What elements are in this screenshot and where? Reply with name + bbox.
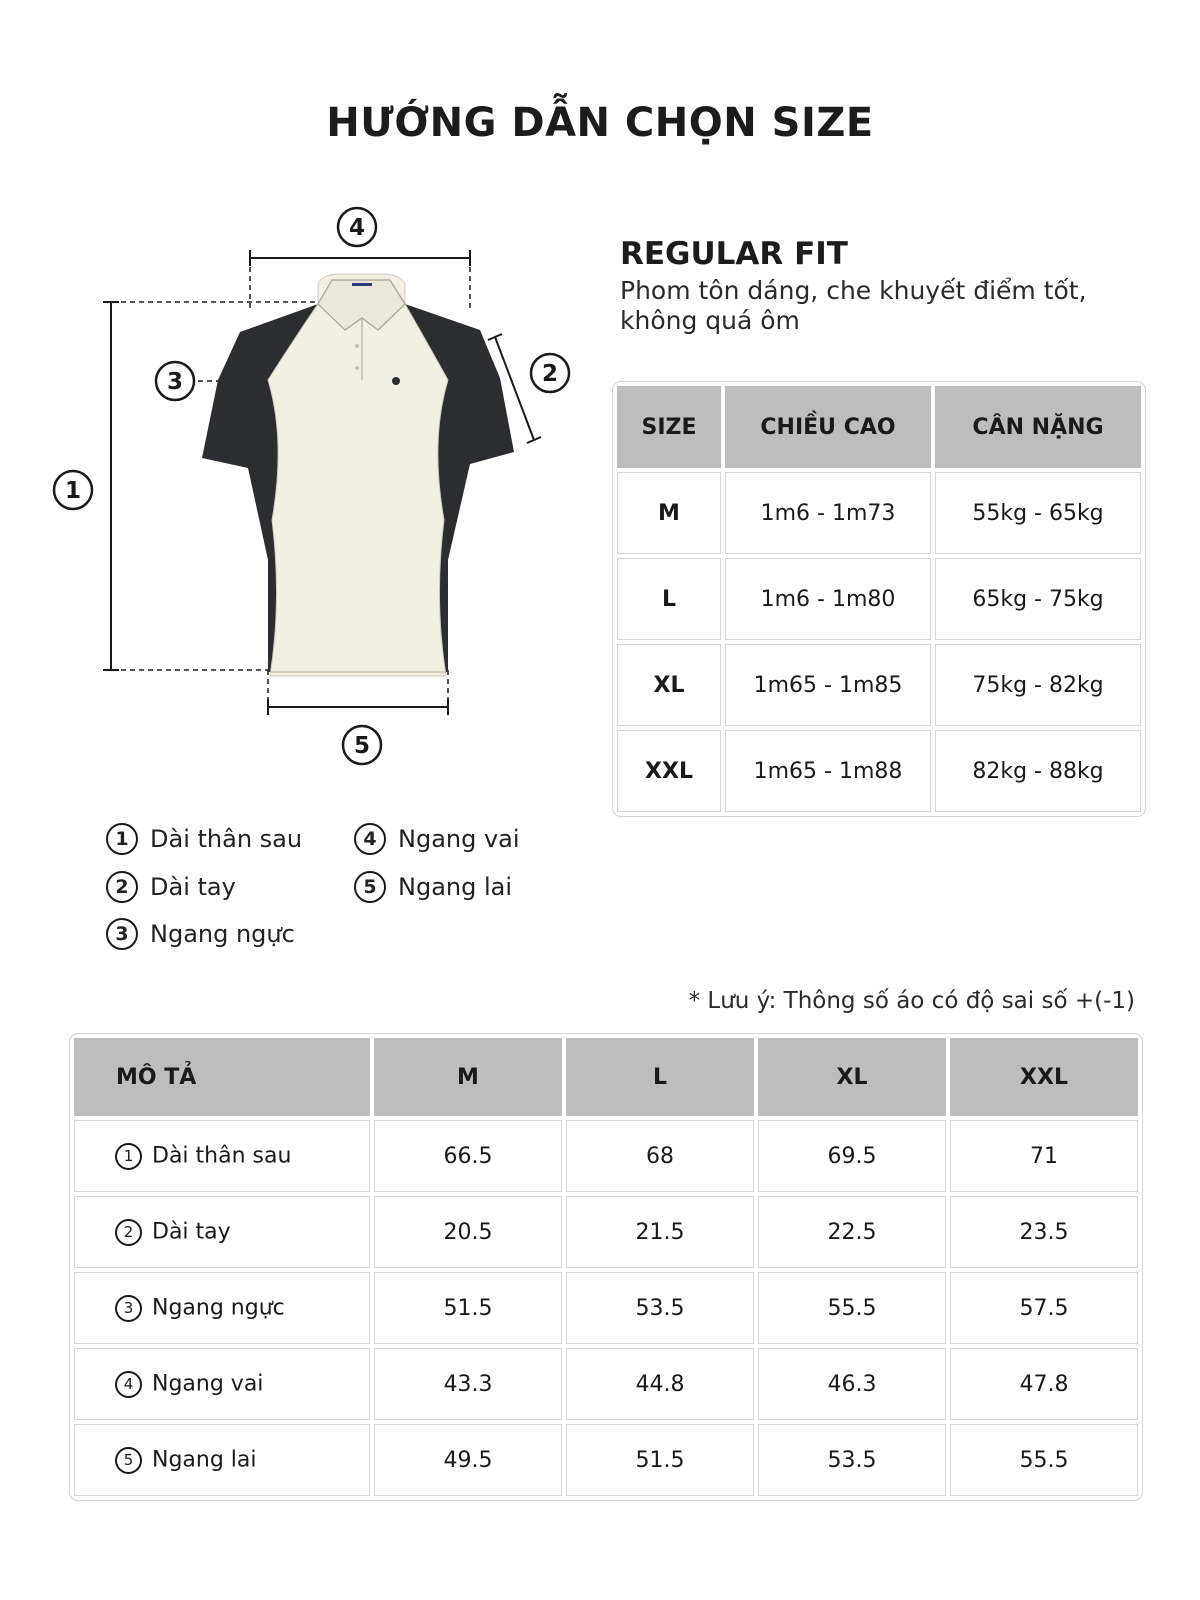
- row-label-text: Ngang lai: [152, 1447, 257, 1472]
- value-cell: 66.5: [374, 1120, 562, 1192]
- weight-cell: 82kg - 88kg: [935, 730, 1141, 812]
- svg-text:2: 2: [541, 361, 559, 387]
- table-row: [617, 558, 1141, 640]
- value-cell: 51.5: [566, 1424, 754, 1496]
- value-cell: 57.5: [950, 1272, 1138, 1344]
- legend-item: [106, 871, 236, 903]
- marker-5: [343, 726, 381, 764]
- value-cell: 55.5: [950, 1424, 1138, 1496]
- row-label-text: Dài tay: [152, 1219, 231, 1244]
- value-cell: 20.5: [374, 1196, 562, 1268]
- row-label: [74, 1120, 370, 1192]
- weight-cell: 55kg - 65kg: [935, 472, 1141, 554]
- number-circle-icon: 2: [106, 871, 138, 903]
- value-cell: 71: [950, 1120, 1138, 1192]
- header-size-xl: XL: [758, 1038, 946, 1116]
- number-circle-icon: 3: [115, 1295, 142, 1322]
- weight-cell: 75kg - 82kg: [935, 644, 1141, 726]
- value-cell: 22.5: [758, 1196, 946, 1268]
- table-row: [74, 1424, 1138, 1496]
- height-cell: 1m6 - 1m80: [725, 558, 931, 640]
- value-cell: 23.5: [950, 1196, 1138, 1268]
- legend-label: Ngang ngực: [150, 920, 295, 948]
- header-description: MÔ TẢ: [74, 1038, 370, 1116]
- size-cell: XL: [617, 644, 721, 726]
- legend-item: [106, 918, 295, 950]
- marker-3: [156, 362, 194, 400]
- svg-text:4: 4: [348, 215, 366, 241]
- row-label-text: Dài thân sau: [152, 1143, 292, 1168]
- value-cell: 69.5: [758, 1120, 946, 1192]
- row-label-text: Ngang ngực: [152, 1295, 285, 1320]
- number-circle-icon: 2: [115, 1219, 142, 1246]
- svg-text:3: 3: [166, 369, 184, 395]
- table-row: [74, 1272, 1138, 1344]
- number-circle-icon: 4: [354, 823, 386, 855]
- number-circle-icon: 5: [354, 871, 386, 903]
- svg-text:1: 1: [64, 478, 82, 504]
- number-circle-icon: 1: [106, 823, 138, 855]
- table-row: [74, 1196, 1138, 1268]
- number-circle-icon: 5: [115, 1447, 142, 1474]
- table-row: [74, 1348, 1138, 1420]
- value-cell: 44.8: [566, 1348, 754, 1420]
- legend-item: [354, 871, 512, 903]
- row-label: [74, 1272, 370, 1344]
- size-cell: L: [617, 558, 721, 640]
- header-size-l: L: [566, 1038, 754, 1116]
- legend-label: Dài tay: [150, 873, 236, 901]
- measurement-table: [69, 1033, 1143, 1501]
- value-cell: 53.5: [566, 1272, 754, 1344]
- table-row: [617, 730, 1141, 812]
- legend-label: Ngang vai: [398, 825, 520, 853]
- marker-1: [54, 471, 92, 509]
- row-label: [74, 1196, 370, 1268]
- header-size-xxl: XXL: [950, 1038, 1138, 1116]
- value-cell: 53.5: [758, 1424, 946, 1496]
- shirt-measurement-diagram: [0, 0, 600, 780]
- height-cell: 1m6 - 1m73: [725, 472, 931, 554]
- value-cell: 68: [566, 1120, 754, 1192]
- table-row: [617, 472, 1141, 554]
- svg-text:5: 5: [353, 733, 371, 759]
- size-chart-table: [612, 381, 1146, 817]
- polo-shirt: [202, 274, 514, 676]
- value-cell: 55.5: [758, 1272, 946, 1344]
- marker-4: [338, 208, 376, 246]
- number-circle-icon: 3: [106, 918, 138, 950]
- table-row: [74, 1120, 1138, 1192]
- number-circle-icon: 4: [115, 1371, 142, 1398]
- header-size: SIZE: [617, 386, 721, 468]
- weight-cell: 65kg - 75kg: [935, 558, 1141, 640]
- value-cell: 51.5: [374, 1272, 562, 1344]
- value-cell: 46.3: [758, 1348, 946, 1420]
- tolerance-note: * Lưu ý: Thông số áo có độ sai số +(-1): [688, 988, 1135, 1014]
- header-size-m: M: [374, 1038, 562, 1116]
- value-cell: 21.5: [566, 1196, 754, 1268]
- header-height: CHIỀU CAO: [725, 386, 931, 468]
- size-cell: M: [617, 472, 721, 554]
- page-title: HƯỚNG DẪN CHỌN SIZE: [326, 100, 874, 146]
- value-cell: 43.3: [374, 1348, 562, 1420]
- value-cell: 49.5: [374, 1424, 562, 1496]
- height-cell: 1m65 - 1m85: [725, 644, 931, 726]
- row-label: [74, 1424, 370, 1496]
- marker-2: [531, 354, 569, 392]
- table-row: [617, 644, 1141, 726]
- row-label: [74, 1348, 370, 1420]
- row-label-text: Ngang vai: [152, 1371, 264, 1396]
- header-weight: CÂN NẶNG: [935, 386, 1141, 468]
- legend-item: [354, 823, 520, 855]
- number-circle-icon: 1: [115, 1143, 142, 1170]
- legend-label: Dài thân sau: [150, 825, 303, 853]
- height-cell: 1m65 - 1m88: [725, 730, 931, 812]
- fit-description: Phom tôn dáng, che khuyết điểm tốt, không quá ôm: [620, 276, 1087, 335]
- fit-title: REGULAR FIT: [620, 236, 848, 272]
- value-cell: 47.8: [950, 1348, 1138, 1420]
- legend-item: [106, 823, 302, 855]
- size-cell: XXL: [617, 730, 721, 812]
- legend-label: Ngang lai: [398, 873, 513, 901]
